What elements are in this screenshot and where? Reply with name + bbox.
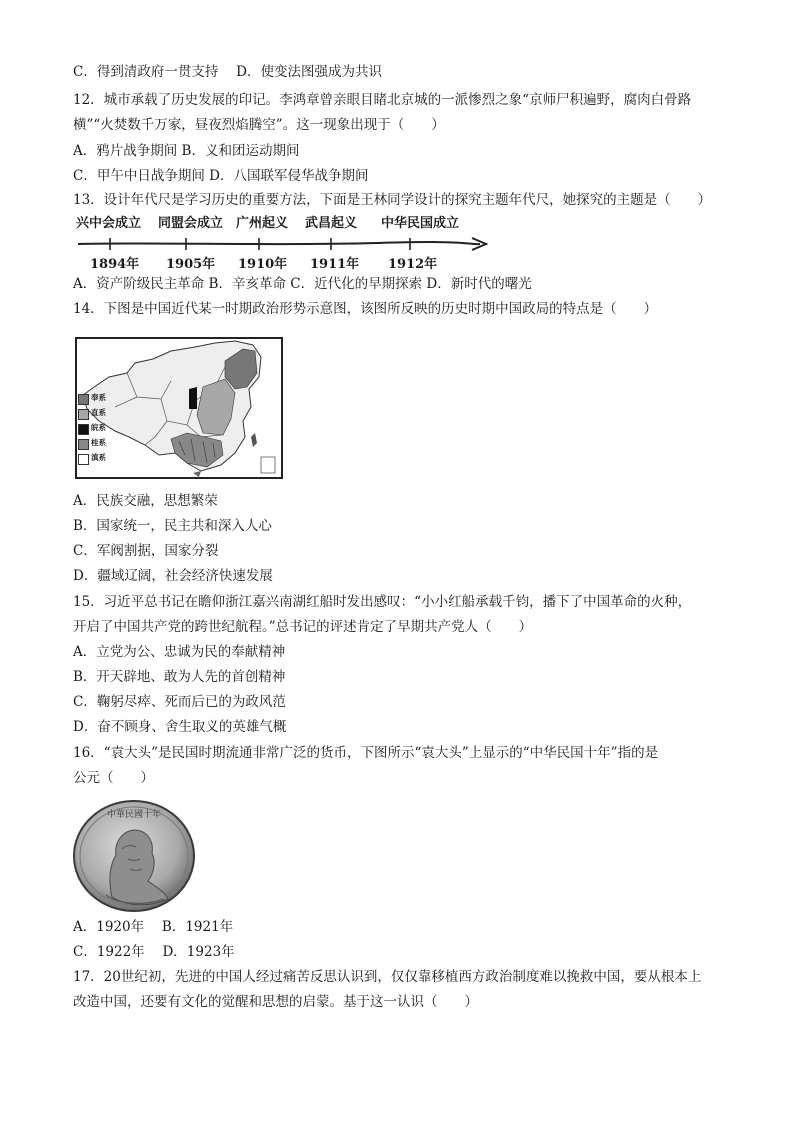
q13-options: A．资产阶级民主革命 B．辛亥革命 C．近代化的早期探索 D．新时代的曙光 (73, 276, 532, 292)
q12-stem-line1: 12．城市承载了历史发展的印记。李鸿章曾亲眼目睹北京城的一派惨烈之象“京师尸积遍野，腐肉白骨路 (73, 92, 692, 108)
timeline-year: 1905年 (166, 257, 216, 272)
timeline-event: 广州起义 (236, 216, 289, 231)
timeline-year: 1910年 (238, 257, 288, 272)
q17-stem-line1: 17．20世纪初，先进的中国人经过痛苦反思认识到，仅仅靠移植西方政治制度难以挽救中国，要从根本上 (73, 969, 702, 985)
legend-swatch (78, 424, 89, 435)
q12-options-ab: A．鸦片战争期间 B．义和团运动期间 (73, 143, 300, 159)
q13-stem: 13．设计年代尺是学习历史的重要方法，下面是王林同学设计的探究主题年代尺，她探究的主题是（ ） (73, 192, 712, 208)
q14-stem: 14．下图是中国近代某一时期政治形势示意图，该图所反映的历史时期中国政局的特点是（ ） (73, 301, 658, 317)
legend-label: 桂系 (91, 438, 106, 447)
q16-options-ab: A．1920年 B．1921年 (73, 919, 234, 935)
timeline-event: 兴中会成立 (76, 216, 142, 231)
legend-swatch (78, 439, 89, 450)
coin-image (72, 799, 197, 914)
coin-inscription: 中華民國十年 (106, 810, 162, 820)
q15-option-c: C．鞠躬尽瘁、死而后已的为政风范 (73, 694, 286, 710)
q16-stem-line2: 公元（ ） (73, 770, 154, 786)
timeline-event: 同盟会成立 (158, 216, 224, 231)
legend-swatch (78, 454, 89, 465)
q14-option-a: A．民族交融，思想繁荣 (73, 493, 218, 509)
q16-stem-line1: 16．“袁大头”是民国时期流通非常广泛的货币，下图所示“袁大头”上显示的“中华民国十年”指的是 (73, 745, 659, 761)
legend-item (78, 423, 148, 437)
legend-item (78, 438, 148, 452)
q14-option-d: D．疆域辽阔，社会经济快速发展 (73, 568, 273, 584)
legend-item (78, 408, 148, 422)
timeline-year: 1912年 (388, 257, 438, 272)
legend-item (78, 453, 148, 467)
timeline-year: 1911年 (310, 257, 360, 272)
legend-label: 皖系 (91, 423, 106, 432)
legend-label: 直系 (91, 408, 106, 417)
yuan-datou-coin (72, 799, 197, 914)
legend-label: 奉系 (91, 393, 106, 402)
q15-option-b: B．开天辟地、敢为人先的首创精神 (73, 669, 286, 685)
q17-stem-line2: 改造中国，还要有文化的觉醒和思想的启蒙。基于这一认识（ ） (73, 994, 478, 1010)
legend-swatch (78, 409, 89, 420)
legend-item (78, 393, 148, 407)
legend-label: 滇系 (91, 453, 106, 462)
q14-option-b: B．国家统一，民主共和深入人心 (73, 518, 272, 534)
timeline-event: 中华民国成立 (381, 216, 460, 231)
legend-swatch (78, 394, 89, 405)
q15-option-d: D．奋不顾身、舍生取义的英雄气概 (73, 719, 287, 735)
timeline-year: 1894年 (90, 257, 140, 272)
q12-options-cd: C．甲午中日战争期间 D．八国联军侵华战争期间 (73, 168, 369, 184)
timeline-figure (76, 210, 496, 276)
timeline-event: 武昌起义 (305, 216, 358, 231)
q16-options-cd: C．1922年 D．1923年 (73, 944, 235, 960)
q12-stem-line2: 横”“火焚数千万家，昼夜烈焰腾空”。这一现象出现于（ ） (73, 117, 445, 133)
china-warlord-map (75, 337, 283, 479)
q15-stem-line2: 开启了中国共产党的跨世纪航程。”总书记的评述肯定了早期共产党人（ ） (73, 619, 533, 635)
q15-option-a: A．立党为公、忠诚为民的奉献精神 (73, 644, 286, 660)
q14-option-c: C．军阀割据，国家分裂 (73, 543, 219, 559)
q11-options-cd: C．得到清政府一贯支持 D．使变法图强成为共识 (73, 64, 382, 80)
q15-stem-line1: 15．习近平总书记在瞻仰浙江嘉兴南湖红船时发出感叹：“小小红船承载千钧，播下了中国革命的火种， (73, 594, 692, 610)
